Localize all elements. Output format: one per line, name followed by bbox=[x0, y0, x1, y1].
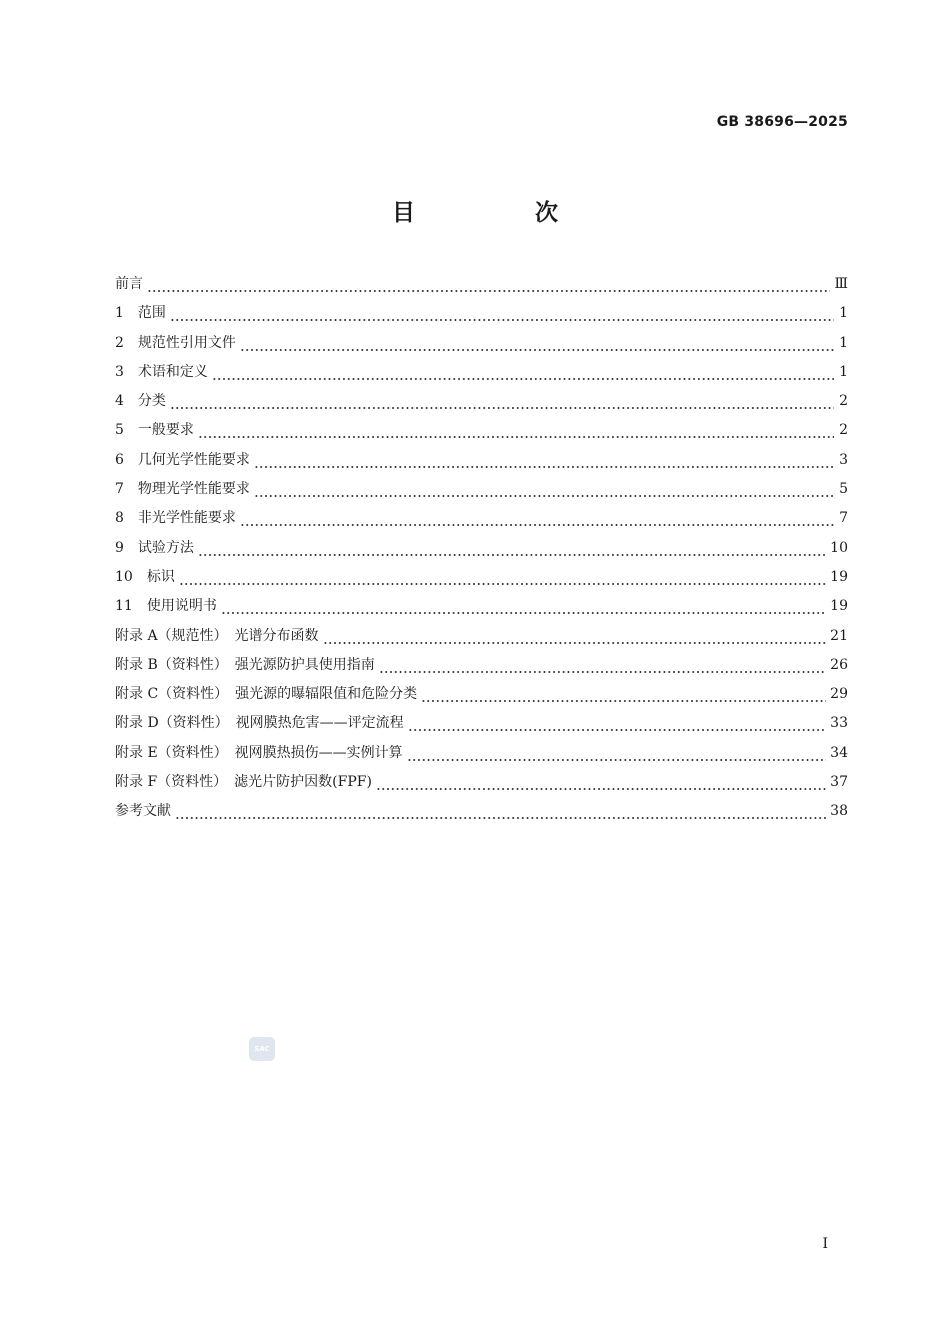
toc-dot-leader bbox=[254, 446, 834, 475]
toc-entry[interactable] bbox=[115, 563, 848, 592]
toc-entry[interactable] bbox=[115, 387, 848, 416]
toc-entry[interactable] bbox=[115, 768, 848, 797]
page-number: Ⅰ bbox=[822, 1236, 828, 1252]
toc-entry-page: 34 bbox=[830, 744, 848, 761]
toc-entry[interactable] bbox=[115, 416, 848, 445]
toc-dot-leader bbox=[407, 739, 827, 768]
toc-entry-page: 1 bbox=[839, 334, 848, 351]
toc-dot-leader bbox=[376, 768, 826, 797]
toc-dot-leader bbox=[240, 329, 834, 358]
toc-entry[interactable] bbox=[115, 475, 848, 504]
toc-entry-label: 附录 E（资料性） 视网膜热损伤——实例计算 bbox=[115, 744, 403, 761]
toc-dot-leader bbox=[170, 299, 834, 328]
toc-entry-page: 7 bbox=[839, 510, 848, 527]
toc-entry-page: 19 bbox=[830, 598, 848, 615]
toc-entry-page: 3 bbox=[839, 451, 848, 468]
toc-entry-label: 前言 bbox=[115, 276, 143, 292]
toc-entry[interactable] bbox=[115, 622, 848, 651]
sac-watermark-logo: SAC bbox=[249, 1037, 275, 1061]
standard-code: GB 38696—2025 bbox=[716, 114, 848, 130]
toc-dot-leader bbox=[421, 680, 826, 709]
toc-entry[interactable] bbox=[115, 592, 848, 621]
toc-dot-leader bbox=[198, 416, 834, 445]
toc-entry[interactable] bbox=[115, 299, 848, 328]
toc-dot-leader bbox=[170, 387, 834, 416]
toc-dot-leader bbox=[408, 709, 826, 738]
toc-entry-label: 5 一般要求 bbox=[115, 422, 194, 439]
toc-entry-label: 参考文献 bbox=[115, 803, 171, 820]
toc-entry-label: 11 使用说明书 bbox=[115, 598, 217, 615]
toc-entry-label: 1 范围 bbox=[115, 305, 166, 322]
toc-entry-page: 2 bbox=[839, 393, 848, 410]
toc-dot-leader bbox=[221, 592, 826, 621]
toc-entry-page: 1 bbox=[839, 305, 848, 322]
toc-dot-leader bbox=[175, 797, 826, 826]
toc-entry-label: 2 规范性引用文件 bbox=[115, 334, 236, 351]
toc-title: 目 次 bbox=[391, 199, 614, 226]
toc-entry-label: 3 术语和定义 bbox=[115, 363, 208, 380]
toc-dot-leader bbox=[240, 504, 834, 533]
toc-entry-label: 10 标识 bbox=[115, 568, 175, 585]
toc-entry-label: 附录 B（资料性） 强光源防护具使用指南 bbox=[115, 656, 375, 673]
toc-entry-page: 21 bbox=[830, 627, 848, 644]
toc-entry-label: 4 分类 bbox=[115, 393, 166, 410]
toc-entry-label: 6 几何光学性能要求 bbox=[115, 451, 250, 468]
toc-entry[interactable] bbox=[115, 739, 848, 768]
toc-entry-label: 附录 C（资料性） 强光源的曝辐限值和危险分类 bbox=[115, 686, 418, 703]
toc-entry-page: 5 bbox=[839, 481, 848, 498]
toc-entry-page: 1 bbox=[839, 363, 848, 380]
toc-entry[interactable] bbox=[115, 709, 848, 738]
toc-entry-page: 29 bbox=[830, 686, 848, 703]
toc-dot-leader bbox=[147, 270, 830, 299]
toc-dot-leader bbox=[379, 651, 826, 680]
toc-entry[interactable] bbox=[115, 534, 848, 563]
toc-entry[interactable] bbox=[115, 446, 848, 475]
toc-dot-leader bbox=[179, 563, 826, 592]
toc-dot-leader bbox=[323, 622, 827, 651]
toc-entry[interactable] bbox=[115, 504, 848, 533]
toc-entry-label: 8 非光学性能要求 bbox=[115, 510, 236, 527]
toc-entry-page: 19 bbox=[830, 568, 848, 585]
toc-entry-label: 附录 A（规范性） 光谱分布函数 bbox=[115, 627, 319, 644]
toc-entry-page: 26 bbox=[830, 656, 848, 673]
toc-entry-page: 2 bbox=[839, 422, 848, 439]
toc-dot-leader bbox=[254, 475, 834, 504]
toc-entry[interactable] bbox=[115, 680, 848, 709]
toc-entry[interactable] bbox=[115, 358, 848, 387]
table-of-contents bbox=[115, 270, 848, 827]
toc-entry-label: 附录 D（资料性） 视网膜热危害——评定流程 bbox=[115, 715, 404, 732]
toc-entry-label: 7 物理光学性能要求 bbox=[115, 481, 250, 498]
toc-entry-page: 10 bbox=[830, 539, 848, 556]
toc-entry[interactable] bbox=[115, 329, 848, 358]
toc-dot-leader bbox=[212, 358, 834, 387]
toc-entry-page: 38 bbox=[830, 803, 848, 820]
toc-entry[interactable] bbox=[115, 797, 848, 826]
toc-entry[interactable] bbox=[115, 651, 848, 680]
toc-entry-label: 9 试验方法 bbox=[115, 539, 194, 556]
toc-entry-page: Ⅲ bbox=[834, 276, 848, 292]
toc-entry-page: 37 bbox=[830, 774, 848, 791]
toc-entry-page: 33 bbox=[830, 715, 848, 732]
toc-dot-leader bbox=[198, 534, 826, 563]
toc-entry-label: 附录 F（资料性） 滤光片防护因数(FPF) bbox=[115, 774, 372, 791]
toc-entry[interactable] bbox=[115, 270, 848, 299]
